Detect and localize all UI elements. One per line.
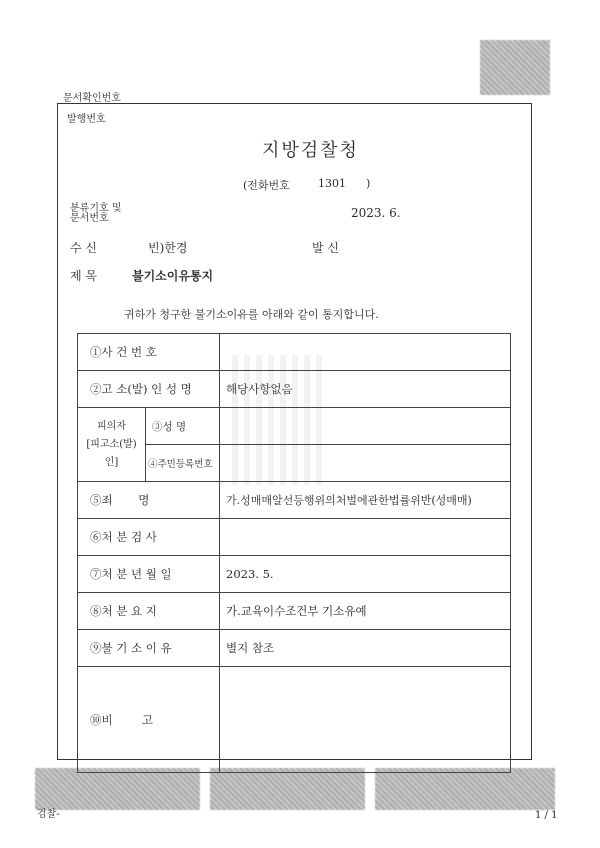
phone-close: ) [366,177,371,190]
redacted-footer-3 [375,768,555,810]
phone-label: (전화번호 [243,179,290,192]
phone-value: 1301 [318,177,346,190]
suspect-label-cell [78,408,146,482]
suspect-label: 피의자 [97,420,126,432]
row-label: ⑤죄 명 [78,482,220,519]
notice-table [77,333,511,773]
row-value [220,519,511,556]
subject-value: 불기소이유통지 [132,269,214,283]
table-row [78,408,511,445]
suspect-sub-label: [피고소(발)인] [86,438,137,468]
row-label: ③성 명 [146,408,220,445]
row-value: 2023. 5. [220,556,511,593]
table-row [78,519,511,556]
row-label: ②고 소(발) 인 성 명 [78,371,220,408]
table-row [78,371,511,408]
sender-label: 발 신 [312,241,339,255]
subject-label: 제 목 [70,269,97,283]
page-indicator: 1 / 1 [535,810,558,821]
row-label: ④주민등록번호 [146,445,220,482]
row-value [220,667,511,773]
redacted-footer-1 [35,768,200,810]
class-code-label: 분류기호 및 [70,203,122,214]
row-value: 가.교육이수조건부 기소유예 [220,593,511,630]
row-label: ①사 건 번 호 [78,334,220,371]
recipient-value: 빈)한경 [148,241,188,255]
recipient-label: 수 신 [70,241,97,255]
redacted-footer-2 [210,768,365,810]
intro-text: 귀하가 청구한 불기소이유를 아래와 같이 통지합니다. [124,308,379,321]
table-row [78,556,511,593]
row-value: 별지 참조 [220,630,511,667]
row-value: 가.성매매알선등행위의처벌에관한법률위반(성매매) [220,482,511,519]
table-row [78,482,511,519]
table-row [78,593,511,630]
issue-date: 2023. 6. [351,206,401,220]
row-label: ⑥처 분 검 사 [78,519,220,556]
row-value [220,408,511,445]
doc-confirm-label: 문서확인번호 [63,93,121,104]
table-row [78,630,511,667]
row-value: 해당사항없음 [220,371,511,408]
table-row [78,667,511,773]
row-label: ⑩비 고 [78,667,220,773]
row-value [220,445,511,482]
table-row [78,334,511,371]
agency-title: 지방검찰청 [262,140,359,161]
issue-no-label: 발행번호 [67,114,106,125]
row-label: ⑦처 분 년 월 일 [78,556,220,593]
footer-left-text: 검찰- [37,809,60,820]
row-value [220,334,511,371]
row-label: ⑨불 기 소 이 유 [78,630,220,667]
row-label: ⑧처 분 요 지 [78,593,220,630]
redacted-top-right [480,40,550,95]
doc-number-label: 문서번호 [70,213,109,224]
